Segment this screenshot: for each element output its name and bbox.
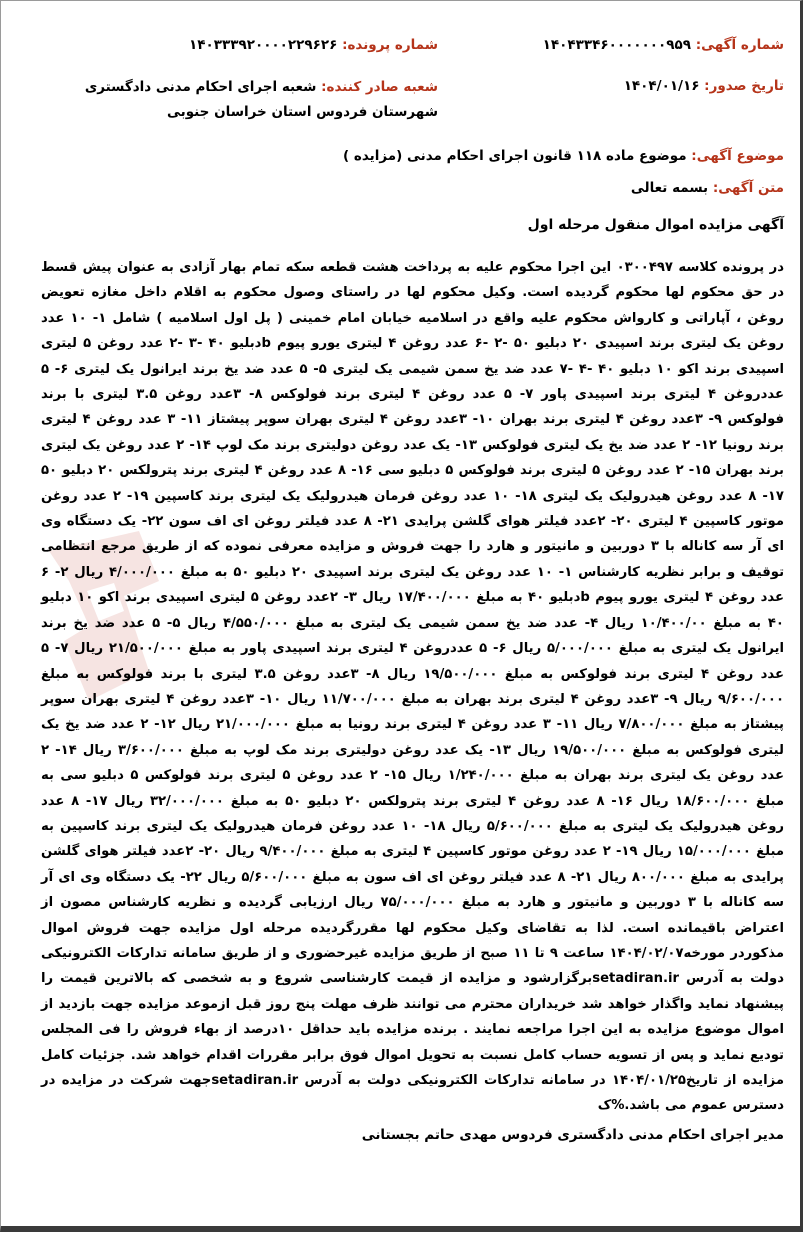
issuer-value: شعبه اجرای احکام مدنی دادگستری شهرستان فردوس استان خراسان جنوبی bbox=[84, 79, 438, 120]
signature: مدیر اجرای احکام مدنی دادگستری فردوس مهدی حاتم بجستانی bbox=[361, 1127, 784, 1143]
case-number-label: شماره پرونده: bbox=[342, 37, 438, 53]
issue-date bbox=[624, 78, 784, 94]
issue-date-value: ۱۴۰۴/۰۱/۱۶ bbox=[623, 78, 700, 94]
notice-text-header bbox=[631, 180, 784, 196]
notice-subject bbox=[343, 148, 784, 164]
issuer bbox=[38, 75, 438, 125]
case-number-value: ۱۴۰۳۳۳۹۲۰۰۰۰۲۲۹۶۲۶ bbox=[189, 37, 338, 53]
issue-date-label: تاریخ صدور: bbox=[704, 78, 784, 94]
text-value: بسمه تعالی bbox=[630, 180, 709, 196]
text-label: متن آگهی: bbox=[712, 180, 784, 196]
issuer-label: شعبه صادر کننده: bbox=[321, 79, 438, 95]
notice-number-label: شماره آگهی: bbox=[695, 37, 784, 53]
subject-value: موضوع ماده ۱۱۸ قانون اجرای احکام مدنی (مزایده ) bbox=[343, 148, 687, 164]
case-number bbox=[189, 37, 438, 53]
notice-body: در پرونده کلاسه ۰۳۰۰۴۹۷ این اجرا محکوم علیه به پرداخت هشت قطعه سکه تمام بهار آزادی به عنوان پیش قسط در حق محکوم لها محکوم گردیده است. وکیل محکوم لها در راستای وصول محکوم به اقلام داخل مغازه تعویض روغن ، آپاراتی و کارواش محکوم علیه واقع در اسلامیه خیابان امام خمینی ( پل اول اسلامیه ) شامل ۱- ۱۰ عدد روغن یک لیتری برند اسپیدی ۲۰ دبلیو ۵۰ -۲ -۶ عدد روغن ۴ لیتری یورو پیوم bدبلیو ۴۰ -۳ -۲ عدد روغن ۵ لیتری اسپیدی برند اکو ۱۰ دبلیو ۴۰ -۴ -۷ عدد ضد یخ سمن شیمی یک لیتری ۵- ۵ عدد ضد یخ برند ایرانول یک لیتری ۶- ۵ عددروغن ۴ لیتری برند اسپیدی پاور ۷- ۵ عدد روغن ۴ لیتری برند فولوکس ۸- ۳عدد روغن ۳.۵ لیتری با برند فولوکس ۹- ۳عدد روغن ۴ لیتری برند بهران ۱۰- ۳عدد روغن ۴ لیتری بهران سوپر پیشتاز ۱۱- ۳ عدد روغن ۴ لیتری برند رونیا ۱۲- ۲ عدد ضد یخ یک لیتری فولوکس ۱۳- یک عدد روغن دولیتری برند مک لوپ ۱۴- ۲ عدد روغن یک لیتری برند بهران ۱۵- ۲ عدد روغن ۵ لیتری برند فولوکس ۵ دبلیو سی ۱۶- ۸ عدد روغن ۴ لیتری برند پترولکس ۲۰ دبلیو ۵۰ ۱۷- ۸ عدد روغن هیدرولیک یک لیتری ۱۸- ۱۰ عدد روغن فرمان هیدرولیک یک لیتری برند کاسپین ۱۹- ۲ عدد روغن موتور کاسپین ۴ لیتری ۲۰- ۲عدد فیلتر هوای گلشن پرایدی ۲۱- ۸ عدد فیلتر روغن ای اف سون ۲۲- یک دستگاه وی ای آر سه کاناله با ۳ دوربین و مانیتور و هارد را جهت فروش و مزایده معرفی نموده که از طریق مرجع انتظامی توقیف و برابر نظریه کارشناس ۱- ۱۰ عدد روغن یک لیتری برند اسپیدی ۲۰ دبلیو ۵۰ به مبلغ ۴/۰۰۰/۰۰۰ ریال ۲- ۶ عدد روغن ۴ لیتری یورو پیوم bدبلیو ۴۰ به مبلغ ۱۷/۴۰۰/۰۰۰ ریال ۳- ۲عدد روغن ۵ لیتری اسپیدی برند اکو ۱۰ دبلیو ۴۰ به مبلغ ۱۰/۴۰۰/۰۰ ریال ۴- عدد ضد یخ سمن شیمی یک لیتری به مبلغ ۴/۵۵۰/۰۰۰ ریال ۵- ۵ عدد ضد یخ برند ایرانول یک لیتری به مبلغ ۵/۰۰۰/۰۰۰ ریال ۶- ۵ عددروغن ۴ لیتری برند اسپیدی پاور به مبلغ ۲۱/۵۰۰/۰۰۰ ریال ۷- ۵ عدد روغن ۴ لیتری برند فولوکس به مبلغ ۱۹/۵۰۰/۰۰۰ ریال ۸- ۳عدد روغن ۳.۵ لیتری با برند فولوکس به مبلغ ۹/۶۰۰/۰۰۰ ریال ۹- ۳عدد روغن ۴ لیتری برند بهران به مبلغ ۱۱/۷۰۰/۰۰۰ ریال ۱۰- ۳عدد روغن ۴ لیتری بهران سوپر پیشتاز به مبلغ ۷/۸۰۰/۰۰۰ ریال ۱۱- ۳ عدد روغن ۴ لیتری برند رونیا به مبلغ ۲۱/۰۰۰/۰۰۰ ریال ۱۲- ۲ عدد ضد یخ یک لیتری فولوکس به مبلغ ۱۹/۵۰۰/۰۰۰ ریال ۱۳- یک عدد روغن دولیتری برند مک لوپ به مبلغ ۳/۶۰۰/۰۰۰ ریال ۱۴- ۲ عدد روغن یک لیتری برند بهران به مبلغ ۱/۲۴۰/۰۰۰ ریال ۱۵- ۲ عدد روغن ۵ لیتری برند فولوکس ۵ دبلیو سی به مبلغ ۱۸/۶۰۰/۰۰۰ ریال ۱۶- ۸ عدد روغن ۴ لیتری برند پترولکس ۲۰ دبلیو ۵۰ به مبلغ ۳۲/۰۰۰/۰۰۰ ریال ۱۷- ۸ عدد روغن هیدرولیک یک لیتری به مبلغ ۵/۶۰۰/۰۰۰ ریال ۱۸- ۱۰ عدد روغن فرمان هیدرولیک یک لیتری برند کاسپین به مبلغ ۱۵/۰۰۰/۰۰۰ ریال ۱۹- ۲ عدد روغن موتور کاسپین ۴ لیتری به مبلغ ۹/۴۰۰/۰۰۰ ریال ۲۰- ۲عدد فیلتر هوای گلشن پرایدی به مبلغ ۸۰۰/۰۰۰ ریال ۲۱- ۸ عدد فیلتر روغن ای اف سون به مبلغ ۵/۶۰۰/۰۰۰ ریال ۲۲- یک دستگاه وی ای آر سه کاناله با ۳ دوربین و مانیتور و هارد به مبلغ ۷۵/۰۰۰/۰۰۰ ریال ارزیابی گردیده و نظریه کارشناس مصون از اعتراض باقیمانده است. لذا به تقاضای وکیل محکوم لها مقررگردیده مرحله اول مزایده جهت فروش اموال مذکوردر مورخه۱۴۰۴/۰۲/۰۷ ساعت ۹ تا ۱۱ صبح از طریق مزایده غیرحضوری و از طریق سامانه تدارکات الکترونیکی دولت به آدرس setadiran.irبرگزارشود و مزایده از قیمت کارشناسی شروع و به شخصی که بالاترین قیمت را پیشنهاد نماید واگذار خواهد شد خریداران محترم می توانند ظرف مهلت پنج روز قبل ازموعد مزایده جهت بازدید از اموال موضوع مزایده به این اجرا مراجعه نمایند . برنده مزایده باید حداقل ۱۰درصد از بهاء فروش را فی المجلس تودیع نماید و پس از تسویه حساب کامل نسبت به تحویل اموال فوق برابر مقررات اقدام خواهد شد. جزئیات کامل مزایده از تاریخ۱۴۰۴/۰۱/۲۵ در سامانه تدارکات الکترونیکی دولت به آدرس setadiran.irجهت شرکت در مزایده در دسترس عموم می باشد.%ک bbox=[41, 260, 785, 1114]
notice-number bbox=[543, 37, 784, 53]
notice-number-value: ۱۴۰۴۳۳۴۶۰۰۰۰۰۰۰۹۵۹ bbox=[542, 37, 691, 53]
subject-label: موضوع آگهی: bbox=[691, 148, 784, 164]
notice-heading: آگهی مزایده اموال منقول مرحله اول bbox=[527, 217, 784, 233]
